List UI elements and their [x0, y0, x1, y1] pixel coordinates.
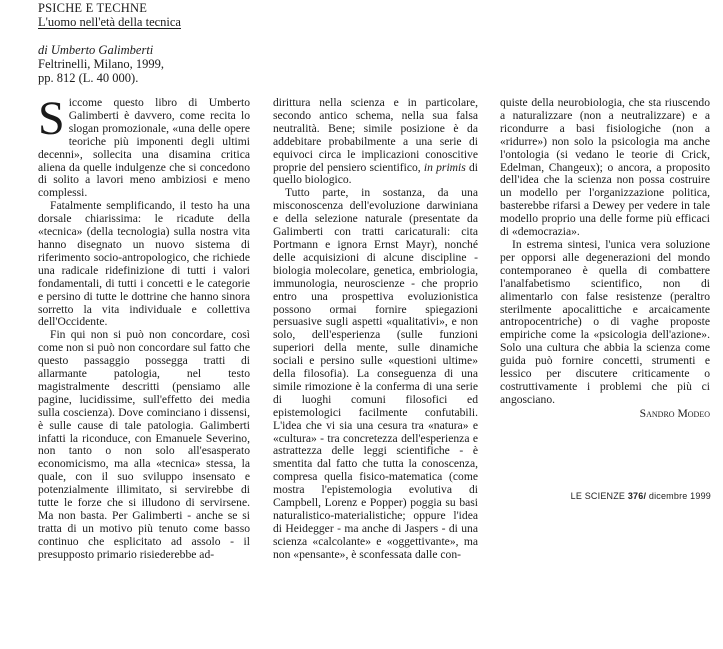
review-title: L'uomo nell'età della tecnica — [38, 15, 181, 29]
paragraph: quiste della neurobiologia, che sta riuscendo a naturalizzare (non a neutralizzare) e a ricondurre a basi fisiologiche (non a «ridurre») non solo la psicologia ma anche l'ontologia (si vedano le teorie di Crick, Edelman, Changeux); o ancora, a proposito dell'idea che la scienza non possa costruire un modello per l'organizzazione politica, basterebbe rifarsi a Dewey per vedere in tale modello proprio una delle forme più efficaci di «democrazia». — [500, 96, 710, 239]
issue-number: 376/ — [627, 491, 647, 501]
paragraph: Fin qui non si può non concordare, così come non si può non concordare sul fatto che questo passaggio possegga tratti di allarmante patologia, nel testo magistralmente descritti (pensiamo alle pagine, lucidissime, sull'effetto dei media sulla coscienza). Dove cominciano i dissensi, è sulle cause di tale patologia. Galimberti infatti la riconduce, con Emanuele Severino, non tanto o non solo all'esasperato economicismo, ma alla «tecnica» stessa, la quale, con il suo sviluppo insensato e potenzialmente illimitato, si servirebbe di tutte le forze che si illudono di servirsene. Ma non basta. Per Galimberti - anche se si tratta di un motivo più tenuto come basso continuo che esplicitato ad assolo - il presupposto primario risiederebbe ad- — [38, 328, 250, 561]
section-heading: PSICHE E TECHNE — [38, 1, 148, 15]
paragraph: Siccome questo libro di Umberto Galimberti è davvero, come recita lo slogan promozionale, «una delle opere teoriche più imponenti degli ultimi decenni», sollecita una disamina critica aliena da quelle indulgenze che si concedono di solito a lavori meno ambiziosi e meno complessi. — [38, 92, 250, 200]
paragraph: In estrema sintesi, l'unica vera soluzione per opporsi alle degenerazioni del mondo contemporaneo è quella di combattere l'analfabetismo scientifico, non di alimentarlo con false resistenze (peraltro sterilmente apocalittiche e arcaicamente antropocentriche) o di vaghe proposte empiriche come la «psicologia dell'azione». Solo una cultura che abbia la scienza come guida può fornire concetti, strumenti e lessico per discutere criticamente o costruttivamente i problemi che più ci angosciano. — [500, 237, 710, 406]
paragraph: Fatalmente semplificando, il testo ha una dorsale chiarissima: le ricadute della «tecnica» (della tecnologia) sulla nostra vita hanno disegnato un nuovo sistema di riferimento socio-antropologico, che richiede una radicale ridefinizione di tutti i valori fondamentali, di tutti i concetti e le categorie e persino di tutte le dottrine che hanno sinora sorretto la vita individuale e collettiva dell'Occidente. — [38, 199, 250, 329]
magazine-name: LE SCIENZE — [570, 491, 626, 501]
issue-date: dicembre 1999 — [648, 491, 711, 501]
book-publisher: Feltrinelli, Milano, 1999, — [38, 57, 165, 71]
book-info — [38, 43, 164, 85]
text-column-2 — [273, 97, 478, 562]
drop-cap: S — [38, 92, 65, 145]
author-signature: Sandro Modeo — [639, 406, 710, 420]
book-pages-price: pp. 812 (L. 40 000). — [38, 71, 139, 85]
italic-phrase: in primis — [423, 160, 466, 174]
text-column-3 — [500, 97, 710, 421]
paragraph: Tutto parte, in sostanza, da una misconoscenza dell'evoluzione darwiniana e della selezione naturale (presentate da Galimberti con tratti caricaturali: cita Portmann e ignora Ernst Mayr), nonché delle acquisizioni di alcune discipline - biologia molecolare, genetica, embriologia, immunologia, neuroscienze - che proprio entro una prospettiva evoluzionistica possono ormai fornire spiegazioni persuasive sugli aspetti «qualitativi», e non solo, dell'esperienza (sulle funzioni superiori della mente, sulle dinamiche sociali e persino sulle «questioni ultime» della filosofia). La conseguenza di una simile rimozione è la conferma di una serie di luoghi comuni filosofici ed epistemologici facilmente confutabili. L'idea che vi sia una cesura tra «natura» e «cultura» - tra concretezza dell'esperienza e astrattezza delle leggi scientifiche - è smentita dal fatto che tutta la conoscenza, compresa quella fisico-matematica (come mostra l'epistemologia evolutiva di Campbell, Lorenz e Popper) poggia su basi naturalistico-materialistiche; oppure l'idea di Heidegger - ma anche di Jaspers - di una scienza «calcolante» e «oggettivante», ma non «pensante», è sconfessata dalle con- — [273, 186, 478, 561]
page-footer — [571, 491, 711, 501]
book-author: di Umberto Galimberti — [38, 43, 154, 57]
text-column-1 — [38, 92, 250, 562]
review-header — [38, 1, 181, 29]
paragraph: dirittura nella scienza e in particolare, secondo antico schema, nella sua falsa neutralità. Bene; simile posizione è da addebitare probabilmente a una serie di equivoci circa le implicazioni conoscitive proprie del pensiero scientifico, in primis di quello biologico. — [273, 96, 478, 187]
